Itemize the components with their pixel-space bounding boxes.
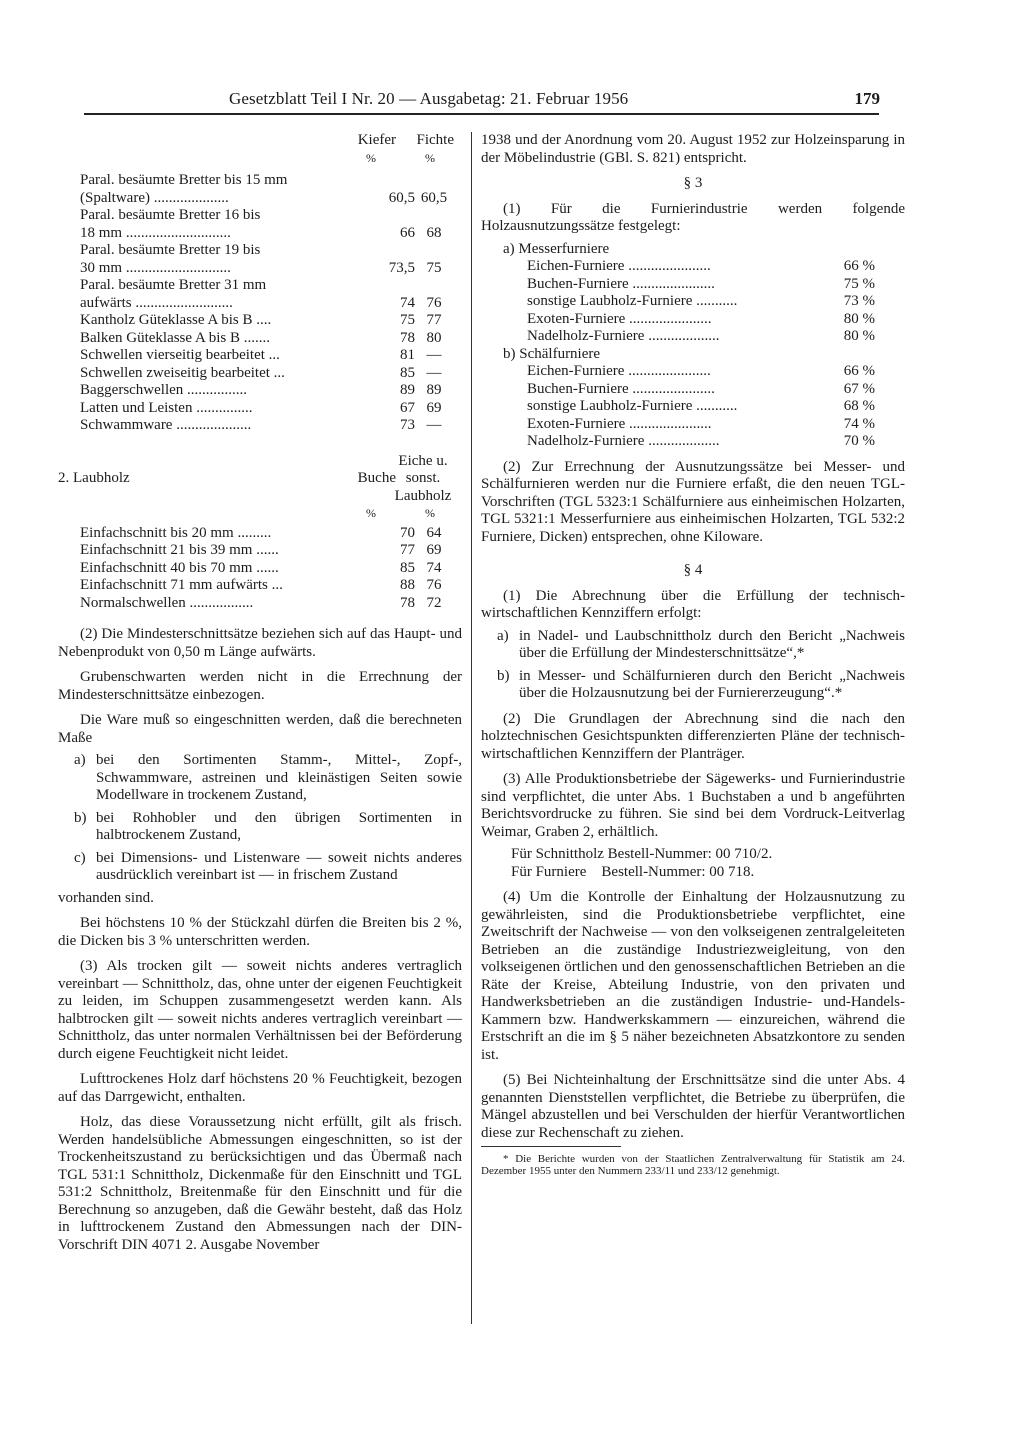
table-row	[58, 595, 462, 613]
list-item	[481, 668, 905, 703]
item-label: Nadelholz-Furniere ...................	[527, 433, 720, 449]
item-label: sonstige Laubholz-Furniere ...........	[527, 293, 738, 309]
paragraph: (3) Als trocken gilt — soweit nichts anderes vertraglich vereinbart — Schnittholz, das, ohne unter der eigenen Feuchtigkeit zu leiden, im Schuppen zusammengesetzt werden kann. Als halbtrocken gilt — soweit nichts anderes vertraglich vereinbart — Schnittholz, das unter normalen Verhältnissen bei der Beförderung durch eigene Feuchtigkeit nicht leidet.	[58, 958, 462, 1062]
row-label: Paral. besäumte Bretter 19 bis	[80, 242, 261, 258]
left-column	[58, 132, 462, 1254]
list-text: in Nadel- und Laubschnittholz durch den Bericht „Nachweis über die Erfüllung der Mindesterschnittsätze“,*	[519, 627, 905, 661]
row-value-1: 88	[400, 577, 415, 593]
paragraph: (1) Für die Furnierindustrie werden folgende Holzausnutzungssätze festgelegt:	[481, 200, 905, 234]
row-value-2: 60,5	[420, 189, 448, 206]
list-item	[481, 398, 905, 416]
table-row	[58, 525, 462, 543]
paragraph: (2) Die Grundlagen der Abrechnung sind die nach den holztechnischen Gesichtspunkten differenzierten Pläne der technisch-wirtschaftlichen Kennziffern der Planträger.	[481, 710, 905, 762]
row-value-2: 72	[426, 594, 442, 611]
row-label: Schwammware ....................	[80, 417, 252, 433]
footnote: * Die Berichte wurden von der Staatlichen Zentralverwaltung für Statistik am 24. Dezember 1955 unter den Nummern 233/11 und 233/12 genehmigt.	[481, 1153, 905, 1177]
table2-col2-head	[386, 453, 460, 506]
table-row	[58, 190, 462, 208]
table-row	[58, 225, 462, 243]
table2-col1-head: Buche	[357, 469, 396, 486]
messerfurniere-list	[481, 258, 905, 346]
row-value-1: 77	[400, 542, 415, 558]
list-marker: a)	[74, 752, 86, 768]
list-item	[481, 433, 905, 451]
table1	[58, 172, 462, 435]
list-text: bei Dimensions- und Listenware — soweit nichts anderes ausdrücklich vereinbart ist — in frischem Zustand	[96, 849, 462, 883]
table1-header	[58, 132, 462, 172]
table-row	[58, 242, 462, 260]
paragraph: 1938 und der Anordnung vom 20. August 1952 zur Holzeinsparung in der Möbelindustrie (GBl. S. 821) entspricht.	[481, 132, 905, 166]
item-value: 80 %	[843, 328, 875, 344]
table1-col1-head: Kiefer	[357, 132, 396, 148]
row-label: Baggerschwellen ................	[80, 382, 248, 398]
item-label: Exoten-Furniere ......................	[527, 310, 712, 327]
table-row	[58, 417, 462, 435]
row-value-1: 78	[400, 329, 415, 346]
row-label: Einfachschnitt bis 20 mm .........	[80, 524, 272, 541]
row-label: Schwellen zweiseitig bearbeitet ...	[80, 364, 285, 381]
table-row	[58, 277, 462, 295]
list-marker: a)	[497, 627, 509, 644]
row-value-1: 85	[400, 364, 415, 381]
order-number: Für Schnittholz Bestell-Nummer: 00 710/2.	[511, 846, 773, 862]
paragraph: (5) Bei Nichteinhaltung der Erschnittsätze sind die unter Abs. 4 genannten Dienststellen verpflichtet, die Betriebe zu überprüfen, die Mängel abzustellen und bei Verschulden der hierfür Verantwortlichen diese zur Rechenschaft zu ziehen.	[481, 1072, 905, 1141]
table-row	[58, 347, 462, 365]
paragraph: (1) Die Abrechnung über die Erfüllung der technisch-wirtschaftlichen Kennziffern erfolgt:	[481, 587, 905, 621]
row-value-1: 89	[400, 382, 415, 398]
table1-col2-unit: %	[425, 151, 435, 165]
list-item	[481, 311, 905, 329]
list-item	[58, 810, 462, 845]
row-value-2: 69	[426, 542, 442, 558]
row-value-2: 68	[426, 224, 442, 241]
paragraph: (2) Zur Errechnung der Ausnutzungssätze bei Messer- und Schälfurnieren werden nur die Furniere erfaßt, die den neuen TGL-Vorschriften (TGL 5323:1 Schälfurniere aus einheimischen Holzarten, TGL 5321:1 Messerfurniere aus einheimischen Holzarten, TGL 532:2 Furniere, Dicken) entsprechen, ohne Kiloware.	[481, 458, 905, 545]
column-divider	[471, 132, 472, 1324]
header-title: Gesetzblatt Teil I Nr. 20 — Ausgabetag: 21. Februar 1956	[229, 89, 629, 108]
list-item	[481, 258, 905, 276]
row-value-1: 78	[400, 594, 415, 611]
paragraph: Holz, das diese Voraussetzung nicht erfüllt, gilt als frisch. Werden handelsübliche Abmessungen eingeschnitten, so ist der Trockenheitszustand zu berücksichtigen und das Übermaß nach TGL 531:1 Schnittholz, Dickenmaße für den Einschnitt und TGL 531:2 Schnittholz, Breitenmaße für den Einschnitt und für die Berechnung so anzugeben, daß die Gewähr besteht, daß das Holz in lufttrockenem Zustand den Abmessungen nach der DIN-Vorschrift DIN 4071 2. Ausgabe November	[58, 1114, 462, 1253]
right-column	[481, 132, 905, 1177]
item-value: 70 %	[843, 433, 875, 449]
item-value: 67 %	[843, 380, 875, 397]
row-value-2: 69	[426, 399, 442, 416]
row-label: Paral. besäumte Bretter 16 bis	[80, 207, 261, 223]
item-value: 73 %	[843, 293, 875, 309]
table-row	[58, 330, 462, 348]
table-row	[58, 172, 462, 190]
list-item	[481, 416, 905, 434]
row-label: Paral. besäumte Bretter bis 15 mm	[80, 172, 288, 188]
table2-col2-head-line: sonst.	[405, 470, 441, 486]
paragraph: (3) Alle Produktionsbetriebe der Sägewerks- und Furnierindustrie sind verpflichtet, die unter Abs. 1 Buchstaben a und b angeführten Berichtsvordrucke zu führen. Sie sind bei dem Vordruck-Leitverlag Weimar, Graben 2, erhältlich.	[481, 771, 905, 840]
row-value-2: 74	[426, 559, 442, 576]
section-heading: § 4	[683, 562, 703, 578]
row-value-2: 76	[426, 294, 442, 311]
item-label: Eichen-Furniere ......................	[527, 258, 711, 274]
group-heading: a) Messerfurniere	[503, 240, 610, 257]
item-value: 68 %	[843, 398, 875, 414]
row-label: Einfachschnitt 21 bis 39 mm ......	[80, 542, 279, 558]
row-value-2: 76	[426, 577, 442, 593]
row-value-2: —	[426, 417, 442, 433]
row-value-2: 80	[426, 329, 442, 346]
row-label: Latten und Leisten ...............	[80, 399, 253, 416]
item-label: Buchen-Furniere ......................	[527, 275, 715, 292]
footnote-rule	[481, 1146, 621, 1147]
page-number: 179	[854, 89, 880, 108]
row-value-1: 66	[400, 224, 415, 241]
row-value-1: 73	[400, 417, 415, 433]
list-text: bei Rohhobler und den übrigen Sortimenten in halbtrockenem Zustand,	[96, 809, 462, 843]
table-row	[58, 365, 462, 383]
row-value-1: 67	[400, 399, 415, 416]
paragraph: vorhanden sind.	[58, 889, 154, 906]
row-value-1: 81	[400, 347, 415, 363]
list-text: bei den Sortimenten Stamm-, Mittel-, Zopf-, Schwammware, astreinen und kleinästigen Seiten sowie Modellware in trockenem Zustand,	[96, 752, 462, 803]
row-label: aufwärts ..........................	[80, 294, 233, 311]
row-label: Normalschwellen .................	[80, 594, 254, 611]
header-rule	[84, 113, 879, 115]
section-heading: § 3	[683, 175, 703, 191]
table-row	[58, 207, 462, 225]
table-row	[58, 577, 462, 595]
row-value-1: 73,5	[388, 259, 415, 276]
table2-col2-unit: %	[425, 505, 435, 520]
table-row	[58, 382, 462, 400]
list-marker: b)	[74, 809, 87, 826]
row-label: Einfachschnitt 71 mm aufwärts ...	[80, 577, 283, 593]
paragraph: (4) Um die Kontrolle der Einhaltung der Holzausnutzung zu gewährleisten, sind die Produktionsbetriebe verpflichtet, eine Zweitschrift der Nachweise — von den volkseigenen zentralgeleiteten Betrieben an die zuständige Industriezweigleitung, von den volkseigenen örtlichen und den genossenschaftlichen Betrieben an die Räte der Kreise, Abteilung Industrie, von den privaten und Handwerksbetrieben an die zuständigen Industrie- und-Handels-Kammern bzw. Handwerkskammern — einzureichen, während die Erstschrift an die im § 5 näher bezeichneten Absatzkontore zu senden ist.	[481, 889, 905, 1063]
table1-col2-head: Fichte	[416, 132, 454, 148]
row-label: 30 mm ............................	[80, 259, 231, 276]
item-value: 80 %	[843, 310, 875, 327]
order-number: Für Furniere Bestell-Nummer: 00 718.	[511, 863, 755, 880]
row-value-2: 89	[426, 382, 442, 398]
table-row	[58, 260, 462, 278]
paragraph: Lufttrockenes Holz darf höchstens 20 % Feuchtigkeit, bezogen auf das Darrgewicht, enthalten.	[58, 1071, 462, 1105]
list-item	[481, 381, 905, 399]
list-item	[58, 752, 462, 805]
item-label: Buchen-Furniere ......................	[527, 380, 715, 397]
list-item	[481, 628, 905, 663]
row-label: Paral. besäumte Bretter 31 mm	[80, 277, 267, 293]
paragraph: Grubenschwarten werden nicht in die Errechnung der Mindesterschnittsätze einbezogen.	[58, 669, 462, 703]
item-value: 66 %	[843, 363, 875, 379]
table2-section: 2. Laubholz	[58, 469, 130, 486]
row-value-2: 64	[426, 524, 442, 541]
list-item	[481, 328, 905, 346]
table-row	[58, 560, 462, 578]
row-label: Schwellen vierseitig bearbeitet ...	[80, 347, 280, 363]
item-label: Eichen-Furniere ......................	[527, 363, 711, 379]
list-item	[481, 276, 905, 294]
table2	[58, 525, 462, 613]
item-label: Nadelholz-Furniere ...................	[527, 328, 720, 344]
row-value-1: 75	[400, 312, 415, 328]
row-value-1: 70	[400, 524, 415, 541]
row-value-1: 85	[400, 559, 415, 576]
table-row	[58, 312, 462, 330]
list-item	[58, 850, 462, 885]
table2-col2-head-line: Eiche u.	[398, 452, 448, 469]
table-row	[58, 295, 462, 313]
paragraph: (2) Die Mindesterschnittsätze beziehen sich auf das Haupt- und Nebenprodukt von 0,50 m Länge aufwärts.	[58, 626, 462, 660]
table2-col2-head-line: Laubholz	[394, 487, 452, 504]
list-text: in Messer- und Schälfurnieren durch den Bericht „Nachweis über die Holzausnutzung bei der Furniererzeugung“.*	[519, 667, 905, 701]
row-label: Kantholz Güteklasse A bis B ....	[80, 312, 272, 328]
list-item	[481, 363, 905, 381]
row-value-2: —	[426, 347, 442, 363]
group-heading: b) Schälfurniere	[503, 345, 601, 362]
row-value-2: 77	[426, 312, 442, 328]
item-label: Exoten-Furniere ......................	[527, 415, 712, 432]
list-marker: c)	[74, 849, 86, 866]
paragraph: Die Ware muß so eingeschnitten werden, daß die berechneten Maße	[58, 712, 462, 746]
item-value: 74 %	[843, 415, 875, 432]
row-label: Balken Güteklasse A bis B .......	[80, 329, 270, 346]
list-item	[481, 293, 905, 311]
row-value-2: —	[426, 364, 442, 381]
row-value-2: 75	[426, 259, 442, 276]
table-row	[58, 400, 462, 418]
table-row	[58, 542, 462, 560]
row-label: 18 mm ............................	[80, 224, 231, 241]
page-header	[229, 89, 880, 111]
row-value-1: 60,5	[388, 189, 415, 206]
table2-header	[58, 453, 462, 525]
paragraph: Bei höchstens 10 % der Stückzahl dürfen die Breiten bis 2 %, die Dicken bis 3 % unterschritten werden.	[58, 915, 462, 949]
item-value: 66 %	[843, 258, 875, 274]
item-value: 75 %	[843, 275, 875, 292]
row-label: (Spaltware) ....................	[80, 189, 229, 206]
list-marker: b)	[497, 667, 510, 684]
item-label: sonstige Laubholz-Furniere ...........	[527, 398, 738, 414]
row-label: Einfachschnitt 40 bis 70 mm ......	[80, 559, 279, 576]
table2-col1-unit: %	[366, 505, 376, 520]
row-value-1: 74	[400, 294, 415, 311]
table1-col1-unit: %	[366, 151, 376, 165]
schaelfurniere-list	[481, 363, 905, 451]
